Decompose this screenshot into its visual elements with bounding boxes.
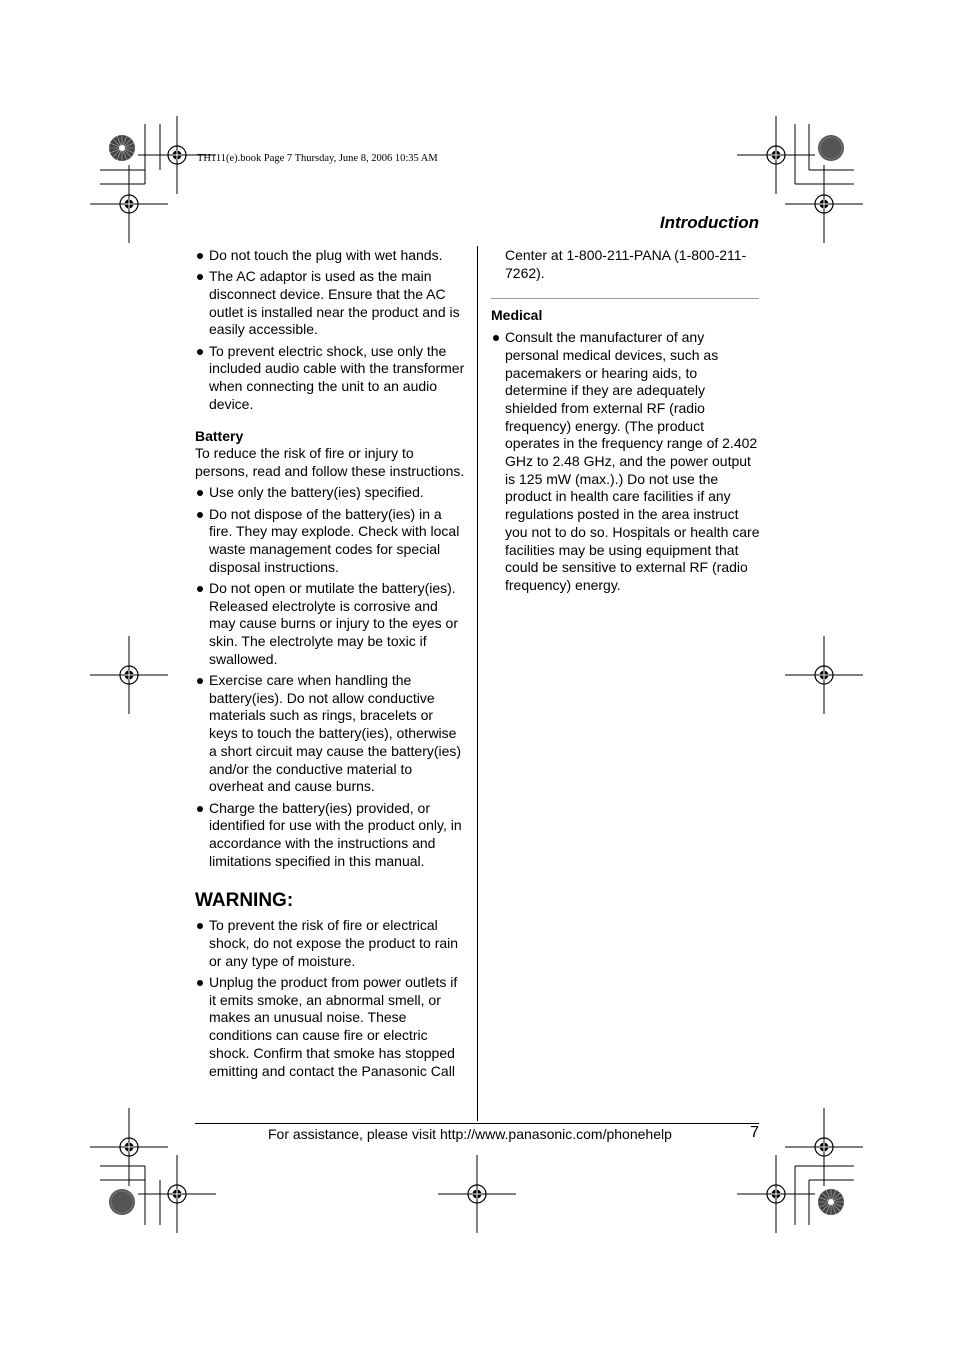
- footer-assistance: For assistance, please visit http://www.panasonic.com/phonehelp: [268, 1126, 672, 1142]
- medical-heading: Medical: [491, 307, 543, 324]
- page-number: 7: [750, 1124, 759, 1141]
- book-info: TH111(e).book Page 7 Thursday, June 8, 2006 10:35 AM: [197, 153, 438, 164]
- list-item: Unplug the product from power outlets if it emits smoke, an abnormal smell, or makes an unusual noise. These conditions can cause fire or electric shock. Confirm that smoke has stopped emitting and contact the Panasonic Call: [195, 974, 465, 1080]
- list-item: Consult the manufacturer of any personal medical devices, such as pacemakers or hearing aids, to determine if they are adequately shielded from external RF (radio frequency) energy. (The product operates in the frequency range of 2.402 GHz to 2.48 GHz, and the power output is 125 mW (max.).) Do not use the product in health care facilities if any regulations posted in the area instruct you not to do so. Hospitals or health care facilities may be using equipment that could be sensitive to external RF (radio frequency) energy.: [491, 329, 761, 595]
- list-item: The AC adaptor is used as the main disconnect device. Ensure that the AC outlet is installed near the product and is easily accessible.: [195, 268, 465, 339]
- list-item: Do not open or mutilate the battery(ies). Released electrolyte is corrosive and may cause burns or injury to the eyes or skin. The electrolyte may be toxic if swallowed.: [195, 580, 465, 669]
- list-item: Exercise care when handling the battery(ies). Do not allow conductive materials such as rings, bracelets or keys to touch the battery(ies), otherwise a short circuit may cause the battery(ies) and/or the conductive material to overheat and cause burns.: [195, 672, 465, 796]
- list-item: To prevent electric shock, use only the included audio cable with the transformer when connecting the unit to an audio device.: [195, 343, 465, 414]
- section-title: Introduction: [659, 213, 759, 232]
- footer-rule: [195, 1123, 759, 1124]
- warning-heading: WARNING:: [195, 890, 294, 912]
- right-column: [491, 247, 761, 598]
- list-item: Charge the battery(ies) provided, or identified for use with the product only, in accordance with the instructions and limitations specified in this manual.: [195, 800, 465, 871]
- list-item: Use only the battery(ies) specified.: [195, 484, 465, 502]
- battery-intro: To reduce the risk of fire or injury to persons, read and follow these instructions.: [195, 445, 465, 479]
- battery-heading: Battery: [195, 427, 244, 444]
- list-item: Do not touch the plug with wet hands.: [195, 247, 465, 265]
- list-item: Do not dispose of the battery(ies) in a fire. They may explode. Check with local waste management codes for special disposal instructions.: [195, 506, 465, 577]
- column-divider: [477, 246, 478, 1121]
- list-item: To prevent the risk of fire or electrical shock, do not expose the product to rain or any type of moisture.: [195, 917, 465, 970]
- continued-text: Center at 1-800-211-PANA (1-800-211-7262).: [505, 247, 747, 281]
- left-column: [195, 247, 465, 1084]
